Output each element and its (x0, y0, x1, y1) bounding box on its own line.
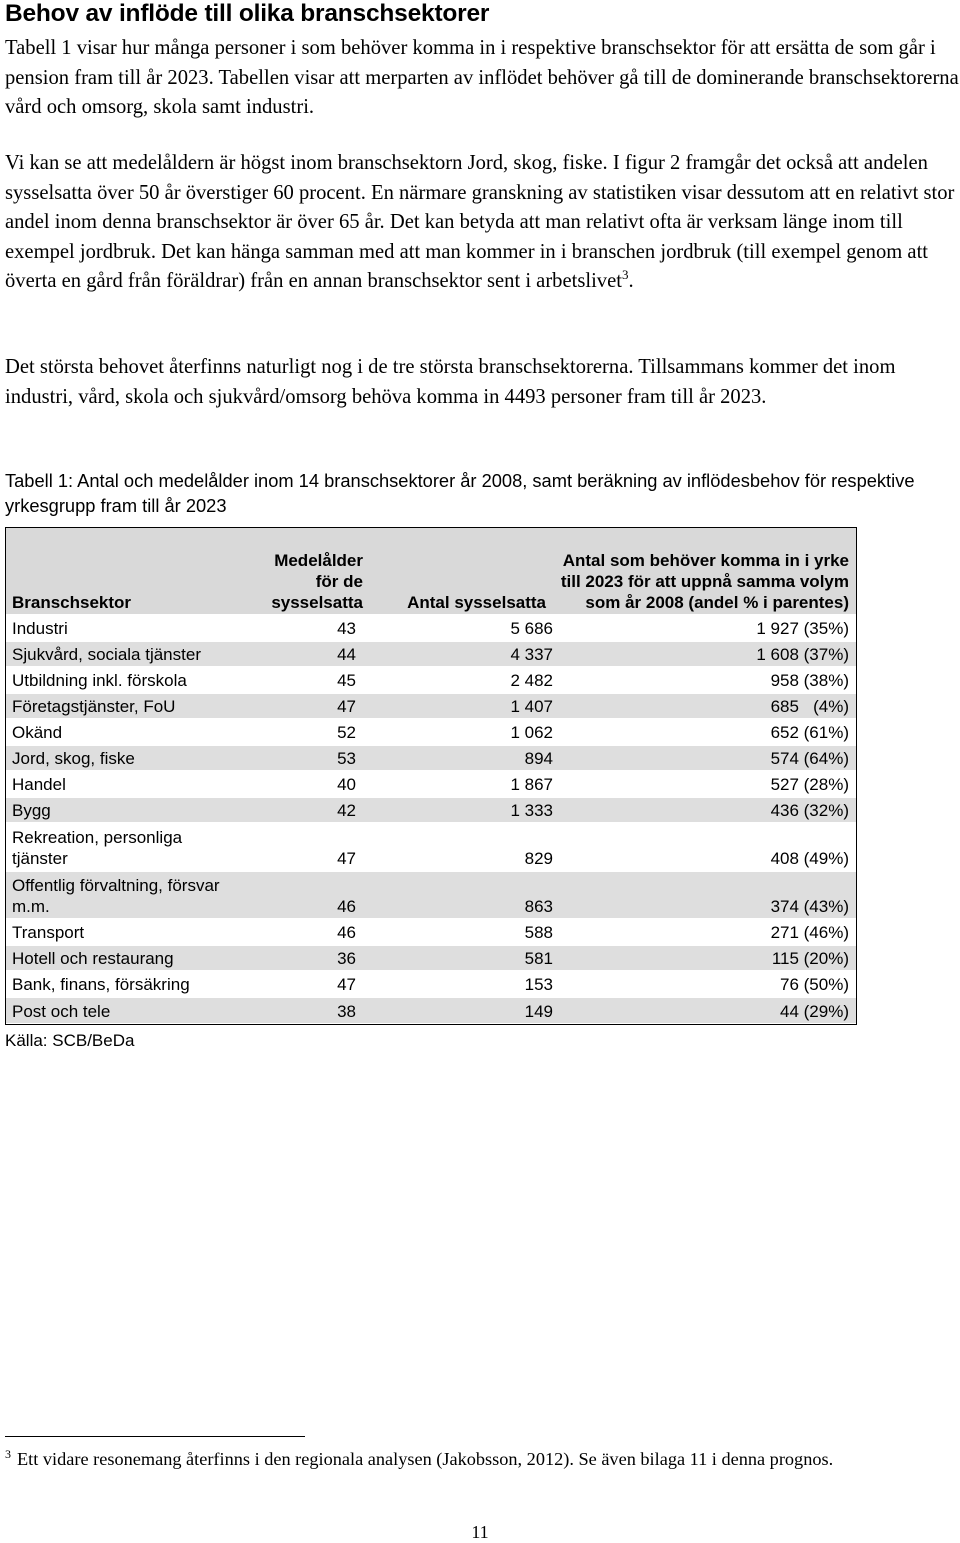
table-source: Källa: SCB/BeDa (5, 1031, 135, 1050)
table-row (5, 745, 857, 771)
cell-median-age: 52 (337, 723, 356, 742)
table-caption: Tabell 1: Antal och medelålder inom 14 branschsektorer år 2008, samt beräkning av inflödesbehov för respektive yrkesgrupp fram till år 2023 (5, 470, 915, 516)
cell-employed: 2 482 (510, 671, 553, 690)
cell-employed: 149 (524, 1002, 553, 1021)
cell-employed: 1 867 (510, 775, 553, 794)
cell-median-age: 53 (337, 749, 356, 768)
cell-sector: Post och tele (12, 1002, 111, 1021)
cell-employed: 581 (524, 949, 553, 968)
paragraph-median-age-text: Vi kan se att medelåldern är högst inom branschsektorn Jord, skog, fiske. I figur 2 framgår det också att andelen sysselsatta över 50 år överstiger 60 procent. En närmare granskning av statistiken visar dessutom att en relativt stor andel inom denna branschsektor är över 65 år. Det kan betyda att man relativt ofta är verksam länge inom till exempel jordbruk. Det kan hänga samman med att man kommer in i branschen jordbruk (till exempel genom att överta en gård från föräldrar) från en annan branschsektor sent i arbetslivet (5, 152, 955, 292)
cell-sector: Transport (12, 923, 85, 942)
cell-sector: Jord, skog, fiske (12, 749, 135, 768)
table-row (5, 797, 857, 823)
cell-inflow-need: 527 (28%) (770, 775, 849, 794)
cell-employed: 1 062 (510, 723, 553, 742)
cell-sector: Bygg (12, 801, 51, 820)
cell-inflow-need: 115 (20%) (771, 949, 849, 968)
cell-sector: Företagstjänster, FoU (12, 697, 176, 716)
cell-median-age: 46 (337, 923, 356, 942)
cell-median-age: 47 (337, 697, 356, 716)
cell-inflow-need: 44 (29%) (780, 1002, 849, 1021)
paragraph-median-age-end: . (628, 270, 634, 292)
cell-sector: Sjukvård, sociala tjänster (12, 645, 201, 664)
table-row (5, 871, 857, 919)
header-employed: Antal sysselsatta (407, 593, 546, 612)
section-heading: Behov av inflöde till olika branschsektorer (5, 0, 490, 27)
footnote-divider (5, 1436, 305, 1437)
table-row (5, 641, 857, 667)
cell-employed: 1 407 (510, 697, 553, 716)
paragraph-largest-need: Det största behovet återfinns naturligt nog i de tre största branschsektorerna. Tillsammans kommer det inom industri, vård, skola och sjukvård/omsorg behöva komma in 4493 personer fram till år 2023. (5, 356, 896, 408)
footnote-text: Ett vidare resonemang återfinns i den regionala analysen (Jakobsson, 2012). Se även bilaga 11 i denna prognos. (17, 1449, 834, 1469)
cell-employed: 829 (524, 849, 553, 868)
cell-employed: 4 337 (510, 645, 553, 664)
table-row (5, 771, 857, 797)
cell-sector: Industri (12, 619, 68, 638)
cell-sector: Rekreation, personliga tjänster (12, 828, 183, 868)
cell-median-age: 42 (337, 801, 356, 820)
cell-median-age: 38 (337, 1002, 356, 1021)
table-row (5, 693, 857, 719)
cell-sector: Bank, finans, försäkring (12, 975, 190, 994)
sector-table (5, 527, 857, 1023)
table-header-row (5, 527, 857, 615)
cell-employed: 588 (524, 923, 553, 942)
footnote (5, 1447, 960, 1471)
cell-inflow-need: 436 (32%) (770, 801, 849, 820)
page-number: 11 (471, 1522, 489, 1542)
table-row (5, 823, 857, 871)
table-row (5, 667, 857, 693)
cell-inflow-need: 685 (4%) (770, 697, 849, 716)
cell-inflow-need: 574 (64%) (770, 749, 849, 768)
cell-median-age: 44 (337, 645, 356, 664)
cell-median-age: 47 (337, 975, 356, 994)
cell-inflow-need: 958 (38%) (770, 671, 849, 690)
table-body (5, 615, 857, 1023)
cell-inflow-need: 76 (50%) (780, 975, 849, 994)
cell-median-age: 47 (337, 849, 356, 868)
cell-inflow-need: 374 (43%) (770, 897, 849, 916)
table-row (5, 971, 857, 997)
cell-median-age: 36 (337, 949, 356, 968)
header-median-age: Medelålder för de sysselsatta (271, 551, 363, 612)
table-row (5, 945, 857, 971)
table-row (5, 615, 857, 641)
header-inflow-need: Antal som behöver komma in i yrke till 2023 för att uppnå samma volym som år 2008 (andel % i parentes) (560, 551, 849, 612)
cell-employed: 153 (524, 975, 553, 994)
paragraph-median-age (5, 149, 960, 297)
footnote-reference[interactable]: 3 (621, 267, 629, 283)
cell-sector: Okänd (12, 723, 63, 742)
cell-median-age: 43 (337, 619, 356, 638)
header-sector: Branschsektor (12, 593, 132, 612)
cell-median-age: 40 (337, 775, 356, 794)
cell-inflow-need: 408 (49%) (770, 849, 849, 868)
table-row (5, 997, 857, 1023)
cell-median-age: 45 (337, 671, 356, 690)
cell-median-age: 46 (337, 897, 356, 916)
cell-sector: Handel (12, 775, 66, 794)
cell-employed: 1 333 (510, 801, 553, 820)
table-row (5, 919, 857, 945)
cell-inflow-need: 271 (46%) (770, 923, 849, 942)
footnote-mark: 3 (5, 1446, 11, 1461)
cell-employed: 5 686 (510, 619, 553, 638)
cell-inflow-need: 1 608 (37%) (756, 645, 849, 664)
table-row (5, 719, 857, 745)
cell-employed: 894 (524, 749, 553, 768)
paragraph-intro: Tabell 1 visar hur många personer i som behöver komma in i respektive branschsektor för att ersätta de som går i pension fram till år 2023. Tabellen visar att merparten av inflödet behöver gå till de dominerande branschsektorerna vård och omsorg, skola samt industri. (5, 37, 959, 118)
cell-sector: Offentlig förvaltning, försvar m.m. (12, 876, 220, 916)
cell-inflow-need: 1 927 (35%) (756, 619, 849, 638)
cell-inflow-need: 652 (61%) (770, 723, 849, 742)
cell-employed: 863 (524, 897, 553, 916)
cell-sector: Utbildning inkl. förskola (12, 671, 187, 690)
cell-sector: Hotell och restaurang (12, 949, 174, 968)
